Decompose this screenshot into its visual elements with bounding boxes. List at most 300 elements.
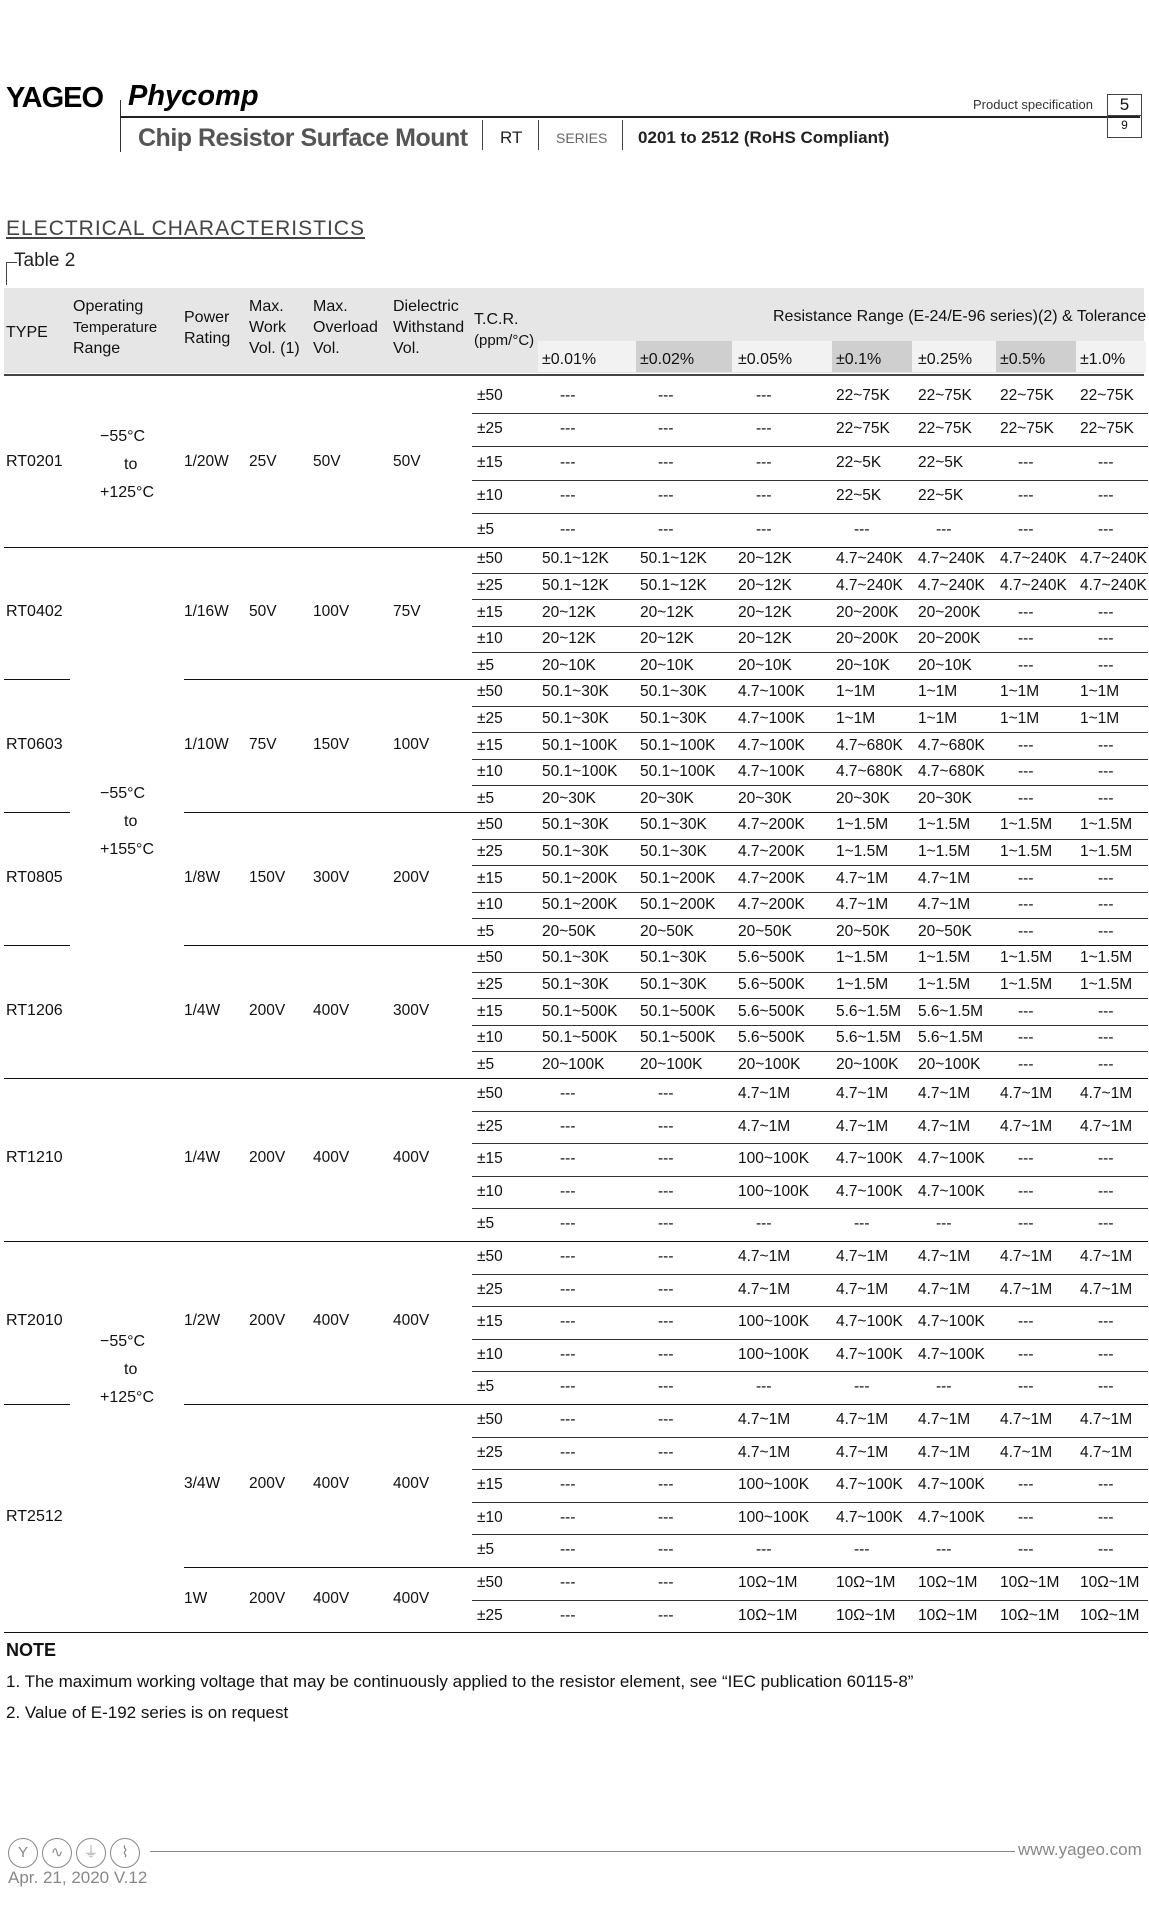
resistor-icon: ⌇ [110, 1838, 140, 1868]
resistance-cell: --- [560, 1345, 576, 1363]
row-divider [472, 839, 1148, 840]
dielectric-voltage: 400V [393, 1589, 430, 1607]
power-rating: 1/4W [184, 1149, 221, 1167]
resistance-cell: 20~50K [640, 922, 694, 940]
resistance-cell: 50.1~30K [542, 949, 609, 967]
tolerance-header: ±0.1% [836, 351, 882, 368]
resistance-cell: --- [560, 520, 576, 538]
tolerance-header: ±0.01% [542, 351, 597, 368]
resistance-cell: 4.7~680K [836, 763, 903, 781]
resistance-cell: --- [1098, 603, 1114, 621]
resistance-cell: 5.6~1.5M [836, 1029, 902, 1047]
coil-icon: ∿ [42, 1838, 72, 1868]
tcr-value: ±25 [477, 1117, 503, 1135]
tcr-value: ±50 [477, 816, 503, 834]
tolerance-header: ±0.5% [1000, 351, 1046, 368]
resistance-cell: 100~100K [738, 1313, 810, 1331]
resistance-cell: --- [1098, 763, 1114, 781]
resistance-cell: --- [1018, 520, 1034, 538]
row-divider [4, 812, 70, 813]
resistance-cell: 50.1~30K [542, 709, 609, 727]
resistance-cell: --- [936, 1215, 952, 1233]
header-dielectric-line: Withstand [393, 319, 465, 336]
resistance-cell: 4.7~1M [918, 1280, 971, 1298]
resistance-cell: --- [560, 487, 576, 505]
tcr-value: ±5 [477, 789, 495, 807]
resistance-cell: --- [1018, 487, 1034, 505]
resistance-cell: 1~1.5M [1000, 816, 1053, 834]
row-divider [184, 1567, 1148, 1568]
resistance-cell: 4.7~1M [1080, 1248, 1133, 1266]
tolerance-header: ±1.0% [1080, 351, 1126, 368]
resistance-cell: --- [1098, 1508, 1114, 1526]
resistance-cell: --- [658, 1574, 674, 1592]
resistance-cell: --- [658, 386, 674, 404]
resistance-cell: 5.6~500K [738, 949, 805, 967]
resistance-cell: 4.7~100K [738, 683, 805, 701]
resistance-cell: 20~50K [542, 922, 596, 940]
resistance-cell: 20~12K [542, 603, 596, 621]
resistance-cell: 4.7~1M [738, 1280, 791, 1298]
resistance-cell: 1~1.5M [918, 949, 971, 967]
resistance-cell: 4.7~1M [918, 869, 971, 887]
resistance-cell: 20~100K [836, 1055, 899, 1073]
resistance-cell: 1~1M [918, 683, 958, 701]
row-divider [4, 1078, 1148, 1079]
resistance-cell: --- [560, 420, 576, 438]
series-label: SERIES [556, 130, 608, 146]
table-caption: Table 2 [14, 250, 76, 271]
resistance-cell: --- [1018, 1313, 1034, 1331]
max-overload-voltage: 100V [313, 602, 350, 620]
row-divider [4, 1404, 70, 1405]
resistance-cell: 20~12K [640, 630, 694, 648]
resistance-cell: --- [560, 1280, 576, 1298]
resistance-cell: --- [658, 1280, 674, 1298]
resistance-cell: --- [854, 1378, 870, 1396]
resistance-cell: --- [1098, 1215, 1114, 1233]
row-divider [472, 1176, 1148, 1177]
row-divider [472, 413, 1148, 414]
max-work-voltage: 200V [249, 1475, 286, 1493]
max-work-voltage: 75V [249, 735, 277, 753]
power-rating: 1/8W [184, 868, 221, 886]
resistance-cell: --- [1018, 630, 1034, 648]
max-work-voltage: 200V [249, 1312, 286, 1330]
resistance-cell: 20~100K [918, 1055, 981, 1073]
resistance-cell: --- [1018, 1508, 1034, 1526]
resistance-cell: 4.7~1M [738, 1248, 791, 1266]
tcr-value: ±25 [477, 1606, 503, 1624]
resistance-cell: 4.7~100K [918, 1508, 985, 1526]
header-max-overload-line: Overload [313, 319, 378, 336]
resistance-cell: --- [854, 1215, 870, 1233]
max-overload-voltage: 400V [313, 1149, 350, 1167]
resistance-cell: 1~1.5M [1080, 816, 1133, 834]
type-label: RT0805 [6, 868, 63, 886]
resistance-cell: 4.7~100K [836, 1313, 903, 1331]
temperature-range-line: −55°C [100, 785, 146, 802]
resistance-cell: 100~100K [738, 1182, 810, 1200]
resistance-cell: --- [1098, 789, 1114, 807]
resistance-cell: --- [658, 1117, 674, 1135]
resistance-cell: 1~1M [1080, 683, 1120, 701]
tcr-value: ±10 [477, 630, 503, 648]
resistance-cell: 20~100K [738, 1055, 801, 1073]
resistance-cell: 4.7~1M [836, 1443, 889, 1461]
resistance-cell: 100~100K [738, 1476, 810, 1494]
resistance-cell: --- [560, 1443, 576, 1461]
tcr-value: ±10 [477, 487, 503, 505]
resistance-cell: 4.7~100K [738, 763, 805, 781]
resistance-cell: 4.7~1M [918, 896, 971, 914]
page-number: 5 [1108, 95, 1141, 116]
resistance-cell: 22~75K [1000, 420, 1054, 438]
resistance-cell: 4.7~1M [1000, 1117, 1053, 1135]
resistance-cell: 22~75K [1080, 420, 1134, 438]
row-divider [472, 513, 1148, 514]
resistance-cell: --- [1098, 869, 1114, 887]
tcr-value: ±25 [477, 975, 503, 993]
resistance-cell: 50.1~30K [640, 842, 707, 860]
resistance-cell: --- [658, 1248, 674, 1266]
row-divider [472, 732, 1148, 733]
resistance-cell: --- [658, 1182, 674, 1200]
resistance-cell: 1~1M [836, 709, 876, 727]
header-max-work-line: Vol. (1) [249, 340, 300, 357]
resistance-cell: 1~1.5M [1000, 949, 1053, 967]
type-label: RT0201 [6, 452, 63, 470]
resistance-cell: 4.7~1M [738, 1117, 791, 1135]
resistance-cell: 20~10K [738, 656, 792, 674]
resistance-cell: 4.7~1M [1080, 1085, 1133, 1103]
resistance-cell: --- [1018, 763, 1034, 781]
resistance-cell: 20~10K [918, 656, 972, 674]
resistance-cell: 10Ω~1M [918, 1574, 978, 1592]
type-label: RT2010 [6, 1312, 63, 1330]
resistance-cell: 5.6~500K [738, 975, 805, 993]
resistance-cell: 22~75K [836, 420, 890, 438]
resistance-cell: --- [658, 1476, 674, 1494]
resistance-cell: 10Ω~1M [918, 1606, 978, 1624]
resistance-cell: --- [560, 1378, 576, 1396]
resistance-cell: 20~10K [542, 656, 596, 674]
resistance-cell: --- [658, 520, 674, 538]
tcr-value: ±50 [477, 386, 503, 404]
resistance-cell: --- [1098, 656, 1114, 674]
resistance-cell: 10Ω~1M [1000, 1574, 1060, 1592]
tcr-value: ±50 [477, 1411, 503, 1429]
row-divider [4, 1632, 1148, 1633]
header-dielectric-line: Dielectric [393, 298, 459, 315]
phycomp-brand: Phycomp [128, 80, 259, 112]
tcr-value: ±25 [477, 709, 503, 727]
dielectric-voltage: 200V [393, 868, 430, 886]
resistance-cell: 20~50K [836, 922, 890, 940]
type-label: RT1210 [6, 1149, 63, 1167]
note-item: 1. The maximum working voltage that may be continuously applied to the resistor element, see “IEC publication 60115-8” [6, 1672, 914, 1691]
resistance-cell: 50.1~30K [640, 709, 707, 727]
resistance-cell: --- [1098, 1541, 1114, 1559]
resistance-cell: 4.7~1M [918, 1117, 971, 1135]
resistance-cell: 4.7~100K [836, 1182, 903, 1200]
resistance-cell: 4.7~1M [836, 1248, 889, 1266]
resistance-cell: 4.7~1M [918, 1248, 971, 1266]
tcr-value: ±50 [477, 1574, 503, 1592]
resistance-cell: 4.7~100K [836, 1476, 903, 1494]
resistance-cell: 1~1.5M [836, 949, 889, 967]
row-divider [184, 812, 1148, 813]
resistance-cell: 50.1~12K [640, 576, 707, 594]
row-divider [472, 1371, 1148, 1372]
resistance-cell: --- [658, 1443, 674, 1461]
header-power-line: Power [184, 309, 230, 326]
resistance-cell: --- [1018, 1541, 1034, 1559]
resistance-cell: --- [658, 1085, 674, 1103]
resistance-cell: 4.7~1M [836, 1411, 889, 1429]
capacitor-icon: ⏚ [76, 1838, 106, 1868]
resistance-cell: 4.7~1M [836, 1280, 889, 1298]
resistance-cell: 1~1.5M [1080, 949, 1133, 967]
resistance-cell: --- [1098, 1002, 1114, 1020]
row-divider [472, 446, 1148, 447]
resistance-cell: 4.7~100K [918, 1476, 985, 1494]
resistance-cell: --- [1098, 1313, 1114, 1331]
resistance-cell: --- [1098, 630, 1114, 648]
resistance-cell: --- [1098, 896, 1114, 914]
resistance-cell: 1~1.5M [836, 842, 889, 860]
tcr-value: ±15 [477, 1002, 503, 1020]
resistance-cell: --- [1098, 922, 1114, 940]
resistance-cell: --- [1018, 1055, 1034, 1073]
resistance-cell: 50.1~12K [640, 550, 707, 568]
tcr-value: ±15 [477, 453, 503, 471]
resistance-cell: 22~5K [918, 453, 964, 471]
resistance-cell: --- [756, 1541, 772, 1559]
tcr-value: ±50 [477, 683, 503, 701]
resistance-cell: 4.7~100K [918, 1345, 985, 1363]
type-label: RT0603 [6, 735, 63, 753]
max-work-voltage: 50V [249, 602, 277, 620]
tolerance-header: ±0.25% [918, 351, 973, 368]
resistance-cell: 50.1~30K [640, 949, 707, 967]
resistance-cell: --- [658, 1345, 674, 1363]
resistance-cell: 50.1~100K [542, 763, 618, 781]
resistance-cell: --- [658, 1508, 674, 1526]
row-divider [472, 1274, 1148, 1275]
resistance-cell: --- [658, 487, 674, 505]
tcr-value: ±5 [477, 1215, 495, 1233]
resistance-cell: 4.7~1M [1000, 1085, 1053, 1103]
tcr-value: ±10 [477, 1029, 503, 1047]
resistance-cell: --- [1018, 1182, 1034, 1200]
max-overload-voltage: 150V [313, 735, 350, 753]
row-divider [472, 892, 1148, 893]
resistance-cell: --- [560, 1215, 576, 1233]
tolerance-header: ±0.02% [640, 351, 695, 368]
resistance-cell: 4.7~1M [836, 896, 889, 914]
row-divider [472, 1600, 1148, 1601]
tcr-value: ±10 [477, 1508, 503, 1526]
resistance-cell: 5.6~500K [738, 1002, 805, 1020]
resistance-cell: 10Ω~1M [836, 1574, 896, 1592]
resistance-cell: 22~5K [836, 487, 882, 505]
resistance-cell: --- [756, 386, 772, 404]
temperature-range-line: to [124, 1361, 138, 1378]
tcr-value: ±25 [477, 576, 503, 594]
resistance-cell: 4.7~1M [738, 1085, 791, 1103]
dielectric-voltage: 300V [393, 1001, 430, 1019]
resistance-cell: 20~12K [640, 603, 694, 621]
resistance-cell: 1~1.5M [1000, 842, 1053, 860]
row-divider [4, 679, 70, 680]
resistance-cell: 4.7~100K [918, 1182, 985, 1200]
tcr-value: ±25 [477, 1280, 503, 1298]
resistance-cell: --- [1098, 453, 1114, 471]
resistance-cell: --- [658, 1215, 674, 1233]
row-divider [184, 679, 1148, 680]
header-type: TYPE [6, 324, 48, 341]
resistance-cell: 20~12K [738, 550, 792, 568]
resistance-cell: --- [1018, 869, 1034, 887]
resistance-cell: 50.1~30K [542, 683, 609, 701]
resistance-cell: 50.1~200K [640, 896, 716, 914]
row-divider [472, 1502, 1148, 1503]
resistance-cell: 50.1~100K [640, 736, 716, 754]
resistance-cell: 50.1~12K [542, 550, 609, 568]
resistance-cell: --- [1018, 656, 1034, 674]
power-rating: 1/4W [184, 1001, 221, 1019]
resistance-cell: 10Ω~1M [1080, 1606, 1140, 1624]
dielectric-voltage: 400V [393, 1312, 430, 1330]
resistance-cell: 50.1~500K [542, 1002, 618, 1020]
tcr-value: ±25 [477, 1443, 503, 1461]
tcr-value: ±15 [477, 736, 503, 754]
header-max-work-line: Max. [249, 298, 284, 315]
tcr-value: ±50 [477, 949, 503, 967]
tcr-value: ±50 [477, 1085, 503, 1103]
resistance-cell: 50.1~200K [640, 869, 716, 887]
resistance-cell: --- [1098, 1476, 1114, 1494]
resistance-cell: --- [560, 1574, 576, 1592]
resistance-cell: 50.1~500K [542, 1029, 618, 1047]
series-code: RT [500, 128, 523, 147]
resistance-cell: 1~1.5M [836, 975, 889, 993]
row-divider [4, 1241, 1148, 1242]
resistance-cell: --- [658, 1313, 674, 1331]
resistance-cell: 20~12K [738, 603, 792, 621]
row-divider [472, 759, 1148, 760]
row-divider [184, 945, 1148, 946]
resistance-cell: 1~1.5M [836, 816, 889, 834]
resistance-cell: 4.7~100K [738, 736, 805, 754]
resistance-cell: 20~12K [738, 576, 792, 594]
header-op-temp-line: Range [73, 340, 121, 357]
resistance-cell: 4.7~1M [738, 1443, 791, 1461]
header-max-work-line: Work [249, 319, 287, 336]
resistance-cell: --- [1018, 922, 1034, 940]
footer-rule [150, 1851, 1015, 1852]
resistance-cell: 4.7~100K [918, 1313, 985, 1331]
max-overload-voltage: 50V [313, 452, 341, 470]
resistance-cell: 4.7~200K [738, 842, 805, 860]
product-title: Chip Resistor Surface Mount [138, 124, 468, 152]
resistance-cell: 20~30K [918, 789, 972, 807]
tcr-value: ±10 [477, 1345, 503, 1363]
tcr-value: ±10 [477, 1182, 503, 1200]
resistance-cell: --- [1018, 789, 1034, 807]
resistance-cell: 1~1.5M [1000, 975, 1053, 993]
spec-label: Product specification [973, 97, 1093, 112]
max-work-voltage: 200V [249, 1149, 286, 1167]
max-overload-voltage: 300V [313, 868, 350, 886]
resistance-cell: 20~10K [836, 656, 890, 674]
resistance-cell: 4.7~240K [836, 550, 903, 568]
tcr-value: ±10 [477, 896, 503, 914]
temperature-range-line: to [124, 456, 138, 473]
resistance-cell: 4.7~1M [1080, 1443, 1133, 1461]
resistance-cell: --- [658, 453, 674, 471]
resistance-cell: 20~200K [918, 603, 981, 621]
resistance-cell: --- [560, 1150, 576, 1168]
resistance-cell: 22~75K [918, 386, 972, 404]
resistance-cell: --- [560, 1182, 576, 1200]
resistance-cell: 5.6~1.5M [918, 1029, 984, 1047]
resistance-cell: 4.7~1M [1000, 1411, 1053, 1429]
power-rating: 1/16W [184, 602, 229, 620]
note-title: NOTE [6, 1640, 57, 1660]
resistance-cell: --- [658, 1150, 674, 1168]
header-op-temp-line: Operating [73, 298, 144, 315]
resistance-cell: 22~75K [1080, 386, 1134, 404]
row-divider [4, 945, 70, 946]
power-rating: 1W [184, 1589, 208, 1607]
tcr-value: ±5 [477, 1541, 495, 1559]
resistance-cell: 20~30K [640, 789, 694, 807]
row-divider [184, 1404, 1148, 1405]
resistance-cell: --- [1098, 1378, 1114, 1396]
resistance-cell: 1~1.5M [918, 975, 971, 993]
resistance-cell: --- [756, 453, 772, 471]
tcr-value: ±10 [477, 763, 503, 781]
tcr-value: ±5 [477, 656, 495, 674]
dielectric-voltage: 400V [393, 1149, 430, 1167]
temperature-range-line: +125°C [100, 1389, 154, 1406]
resistance-cell: --- [1018, 896, 1034, 914]
yageo-logo: YAGEO [6, 82, 104, 114]
resistance-cell: 50.1~100K [640, 763, 716, 781]
row-divider [472, 1051, 1148, 1052]
max-overload-voltage: 400V [313, 1312, 350, 1330]
resistance-cell: --- [1098, 1055, 1114, 1073]
resistance-cell: --- [1018, 1215, 1034, 1233]
resistance-cell: 50.1~30K [640, 683, 707, 701]
row-divider [472, 1339, 1148, 1340]
resistance-cell: --- [1018, 736, 1034, 754]
resistance-cell: 22~5K [918, 487, 964, 505]
resistance-cell: --- [756, 1378, 772, 1396]
resistance-cell: 4.7~1M [836, 869, 889, 887]
resistance-cell: 100~100K [738, 1508, 810, 1526]
resistance-cell: --- [1098, 1029, 1114, 1047]
resistance-cell: 1~1.5M [1080, 975, 1133, 993]
row-divider [472, 1306, 1148, 1307]
power-rating: 1/2W [184, 1312, 221, 1330]
footer-url[interactable]: www.yageo.com [1018, 1840, 1142, 1859]
header-resistance-range: Resistance Range (E-24/E-96 series)(2) & Tolerance [773, 308, 1147, 325]
resistance-cell: 4.7~1M [1000, 1280, 1053, 1298]
resistance-cell: --- [1018, 603, 1034, 621]
